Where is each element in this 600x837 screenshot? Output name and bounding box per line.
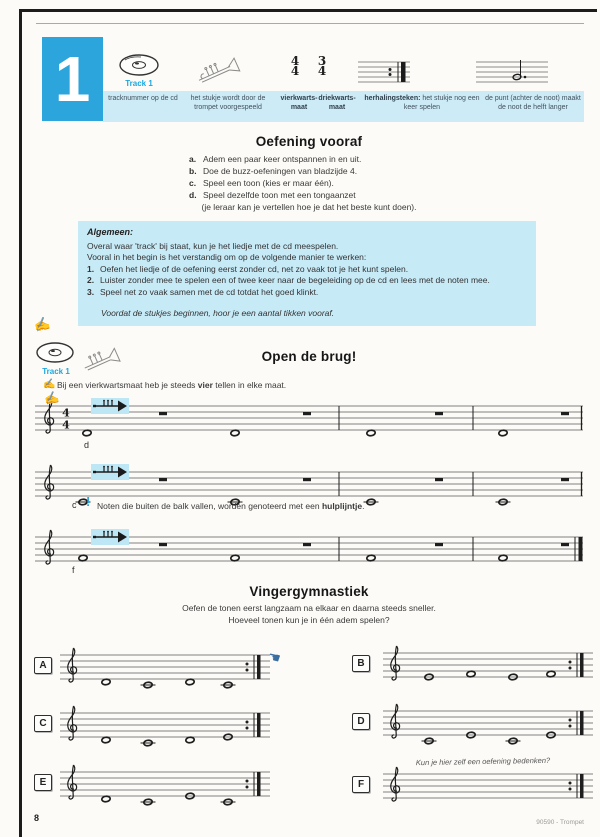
staff-open-de-brug-3 <box>35 527 583 577</box>
header-rule <box>36 23 584 24</box>
scan-border-left <box>19 9 22 837</box>
algemeen-box <box>78 221 536 326</box>
exercise-box-e: E <box>34 774 52 791</box>
footer-code: 90590 - Trompet <box>536 819 584 826</box>
caption-herhalingsteken: herhalingsteken: het stukje nog een keer spelen <box>364 95 480 111</box>
exercise-staff-c <box>60 705 270 751</box>
section-title-brug: Open de brug! <box>261 349 357 364</box>
scan-border-top <box>20 9 597 12</box>
time-signature-3-4: 3 4 <box>317 54 327 78</box>
exercise-staff-b <box>383 645 593 691</box>
time-signature-4-4: 4 4 <box>290 54 300 78</box>
svg-text:4: 4 <box>62 418 70 432</box>
writing-hand-icon: ✍ <box>43 379 56 390</box>
caption-vierkwartsmaat: vierkwarts- maat <box>280 95 318 111</box>
exercise-box-b: B <box>352 655 370 672</box>
caption-voorgespeeld: het stukje wordt door de trompet voorgespeeld <box>190 95 266 111</box>
section-title-oefening: Oefening vooraf <box>255 134 363 149</box>
oefening-note: (je leraar kan je vertellen hoe je dat het beste kunt doen). <box>201 202 417 212</box>
oefening-list <box>189 153 549 201</box>
exercise-staff-e <box>60 764 270 810</box>
caption-punt: de punt (achter de noot) maakt de noot de helft langer <box>485 95 581 111</box>
exercise-box-c: C <box>34 715 52 732</box>
lesson-number: 1 <box>54 43 91 115</box>
staff-label-f: f <box>72 565 75 575</box>
track-label: Track 1 <box>125 79 153 88</box>
algemeen-step-3: 3. Speel net zo vaak samen met de cd totdat het goed klinkt. <box>87 286 319 297</box>
algemeen-step-1: 1. Oefen het liedje of de oefening eerst zonder cd, net zo vaak tot je het kunt spelen. <box>87 263 409 274</box>
list-item-c: c. Speel een toon (kies er maar één). <box>189 178 334 188</box>
track-label: Track 1 <box>42 367 70 376</box>
writing-hand-icon: ✍ <box>32 315 52 334</box>
vinger-subtitle-1: Oefen de tonen eerst langzaam na elkaar en daarna steeds sneller. <box>182 603 436 613</box>
staff-label-c: c <box>72 500 77 510</box>
dotted-note-icon <box>476 58 554 86</box>
list-item-d: d. Speel dezelfde toon met een tongaanzet <box>189 190 356 200</box>
exercise-box-d: D <box>352 713 370 730</box>
algemeen-title: Algemeen: <box>87 227 134 237</box>
staff-open-de-brug-1 <box>35 396 583 446</box>
trumpet-sketch-icon <box>190 50 244 88</box>
writing-hand-icon: ✍ <box>42 389 61 407</box>
list-item-a: a. Adem een paar keer ontspannen in en uit. <box>189 154 362 164</box>
exclamation-icon: ! <box>86 494 91 509</box>
exercise-box-a: A <box>34 657 52 674</box>
cd-icon <box>117 52 161 78</box>
exercise-staff-f <box>383 766 593 812</box>
prompt-text: Kun je hier zelf een oefening bedenken? <box>415 755 551 768</box>
brug-instruction: Bij een vierkwartsmaat heb je steeds vier tellen in elke maat. <box>57 380 287 390</box>
staff-label-d: d <box>84 440 90 450</box>
exercise-staff-d <box>383 703 593 749</box>
section-title-vinger: Vingergymnastiek <box>249 584 369 599</box>
exercise-staff-a <box>60 647 270 693</box>
algemeen-intro-1: Overal waar 'track' bij staat, kun je het liedje met de cd meespelen. <box>87 240 339 251</box>
caption-driekwartsmaat: driekwarts- maat <box>318 95 356 111</box>
vinger-subtitle-2: Hoeveel tonen kun je in één adem spelen? <box>228 615 390 625</box>
page-number: 8 <box>34 813 40 823</box>
hulplijntje-hint: Noten die buiten de balk vallen, worden genoteerd met een hulplijntje. <box>97 501 365 511</box>
list-item-b: b. Doe de buzz-oefeningen van bladzijde 4. <box>189 166 358 176</box>
algemeen-step-2: 2. Luister zonder mee te spelen een of twee keer naar de begeleiding op de cd en lees met de noten mee. <box>87 275 490 286</box>
lesson-number-box <box>42 37 103 121</box>
exercise-box-f: F <box>352 776 370 793</box>
pointing-hand-icon: ☚ <box>266 647 283 667</box>
algemeen-footer: Voordat de stukjes beginnen, hoor je een aantal tikken vooraf. <box>101 307 335 318</box>
repeat-sign-icon <box>358 58 416 86</box>
algemeen-intro-2: Vooral in het begin is het verstandig om op de volgende manier te werken: <box>87 252 367 263</box>
svg-text:4: 4 <box>62 406 70 420</box>
caption-tracknummer: tracknummer op de cd <box>108 95 178 102</box>
